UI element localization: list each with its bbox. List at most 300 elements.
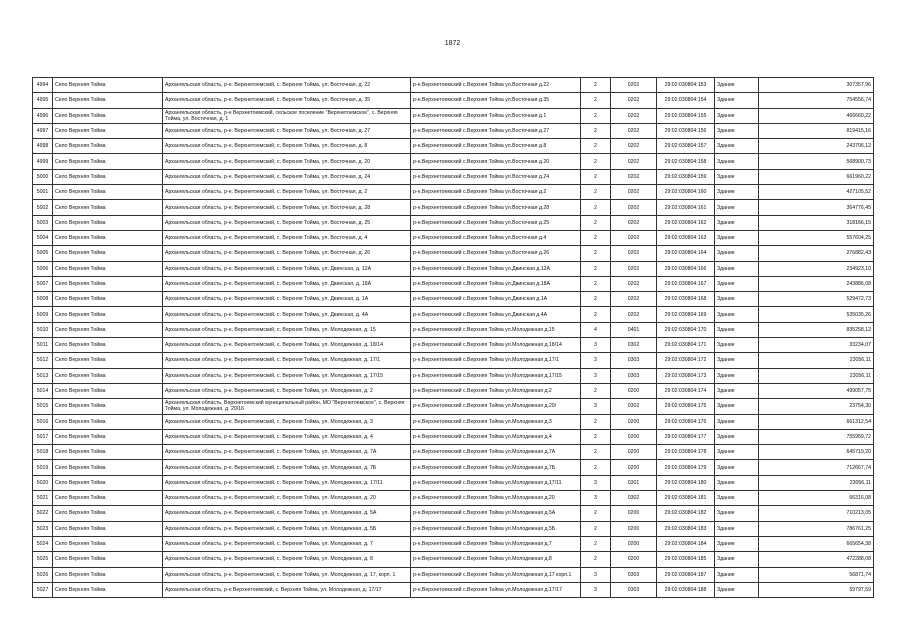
code-cell: 0200: [611, 521, 657, 536]
short-address-cell: р-н.Верхнетоемский с.Верхняя Тойма ул.Молодежная д.17/15: [411, 368, 581, 383]
group-cell: 3: [581, 399, 611, 414]
object-type-cell: Здание: [715, 78, 759, 93]
cadastral-number-cell: 29:02:030804:171: [657, 338, 715, 353]
address-cell: Архангельская область, р-н. Верхнетоемский, с. Верхняя Тойма, ул. Молодежная, д. 8: [163, 552, 411, 567]
table-row: [33, 338, 874, 353]
short-address-cell: р-н.Верхнетоемский с.Верхняя Тойма ул.Молодежная д.7Б: [411, 460, 581, 475]
settlement-cell: Село Верхняя Тойма: [53, 93, 163, 108]
row-number: 5013: [33, 368, 53, 383]
address-cell: Архангельская область, р-н. Верхнетоемский, с. Верхняя Тойма, ул. Восточная, д. 26: [163, 246, 411, 261]
short-address-cell: р-н.Верхнетоемский с.Верхняя Тойма ул.Молодежная д.17/11: [411, 475, 581, 490]
cadastral-number-cell: 29:02:030804:174: [657, 383, 715, 398]
object-type-cell: Здание: [715, 338, 759, 353]
table-row: [33, 552, 874, 567]
code-cell: 0202: [611, 230, 657, 245]
object-type-cell: Здание: [715, 246, 759, 261]
address-cell: Архангельская область, р-н. Верхнетоемский, с. Верхняя Тойма, ул. Двинская, д. 12А: [163, 261, 411, 276]
short-address-cell: р-н.Верхнетоемский с.Верхняя Тойма ул.Восточная д.27: [411, 123, 581, 138]
address-cell: Архангельская область, р-н. Верхнетоемский, с. Верхняя Тойма, ул. Молодежная, д. 3: [163, 414, 411, 429]
short-address-cell: р-н.Верхнетоемский с.Верхняя Тойма ул.Восточная д.2: [411, 185, 581, 200]
code-cell: 0200: [611, 445, 657, 460]
group-cell: 2: [581, 78, 611, 93]
row-number: 5003: [33, 215, 53, 230]
address-cell: Архангельская область, р-н. Верхнетоемский, с. Верхняя Тойма, ул. Молодежная, д. 17/15: [163, 368, 411, 383]
code-cell: 0202: [611, 292, 657, 307]
address-cell: Архангельская область, р-н. Верхнетоемский, с. Верхняя Тойма, ул. Молодежная, д. 17, корп. 1: [163, 567, 411, 582]
group-cell: 2: [581, 460, 611, 475]
cadastral-number-cell: 29:02:030804:154: [657, 93, 715, 108]
table-row: [33, 307, 874, 322]
cadastral-value-cell: 755959,72: [759, 429, 874, 444]
object-type-cell: Здание: [715, 108, 759, 123]
object-type-cell: Здание: [715, 552, 759, 567]
address-cell: Архангельская область, р-н. Верхнетоемский, с. Верхняя Тойма, ул. Восточная, д. 27: [163, 123, 411, 138]
code-cell: 0303: [611, 368, 657, 383]
cadastral-value-cell: 754556,74: [759, 93, 874, 108]
cadastral-number-cell: 29:02:030804:184: [657, 536, 715, 551]
cadastral-number-cell: 29:02:030804:161: [657, 200, 715, 215]
code-cell: 0302: [611, 399, 657, 414]
code-cell: 0202: [611, 93, 657, 108]
settlement-cell: Село Верхняя Тойма: [53, 445, 163, 460]
short-address-cell: р-н.Верхнетоемский с.Верхняя Тойма ул.Восточная д.22: [411, 78, 581, 93]
table-row: [33, 536, 874, 551]
object-type-cell: Здание: [715, 353, 759, 368]
settlement-cell: Село Верхняя Тойма: [53, 429, 163, 444]
object-type-cell: Здание: [715, 429, 759, 444]
settlement-cell: Село Верхняя Тойма: [53, 368, 163, 383]
settlement-cell: Село Верхняя Тойма: [53, 292, 163, 307]
address-cell: Архангельская область, р-н Верхнетоемский, сельское поселение "Верхнетоемское", с. Верхняя Тойма, ул. Восточная, д. 1: [163, 108, 411, 123]
address-cell: Архангельская область, р-н. Верхнетоемский, с. Верхняя Тойма, ул. Молодежная, д. 7А: [163, 445, 411, 460]
cadastral-number-cell: 29:02:030804:163: [657, 230, 715, 245]
object-type-cell: Здание: [715, 582, 759, 597]
table-row: [33, 383, 874, 398]
address-cell: Архангельская область, р-н. Верхнетоемский, с. Верхняя Тойма, ул. Восточная, д. 22: [163, 78, 411, 93]
address-cell: Архангельская область, р-н. Верхнетоемский, с. Верхняя Тойма, ул. Восточная, д. 35: [163, 93, 411, 108]
group-cell: 2: [581, 414, 611, 429]
cadastral-value-cell: 276882,43: [759, 246, 874, 261]
group-cell: 2: [581, 215, 611, 230]
row-number: 5021: [33, 491, 53, 506]
short-address-cell: р-н.Верхнетоемский с.Верхняя Тойма ул.Молодежная д.2: [411, 383, 581, 398]
settlement-cell: Село Верхняя Тойма: [53, 230, 163, 245]
group-cell: 4: [581, 322, 611, 337]
table-row: [33, 154, 874, 169]
cadastral-value-cell: 529472,73: [759, 292, 874, 307]
cadastral-value-cell: 661960,22: [759, 169, 874, 184]
cadastral-value-cell: 364776,45: [759, 200, 874, 215]
object-type-cell: Здание: [715, 93, 759, 108]
table-row: [33, 491, 874, 506]
code-cell: 0202: [611, 169, 657, 184]
short-address-cell: р-н.Верхнетоемский с.Верхняя Тойма ул.Восточная д.1: [411, 108, 581, 123]
cadastral-number-cell: 29:02:030804:158: [657, 154, 715, 169]
group-cell: 2: [581, 383, 611, 398]
object-type-cell: Здание: [715, 276, 759, 291]
short-address-cell: р-н.Верхнетоемский с.Верхняя Тойма ул.Восточная д.20: [411, 154, 581, 169]
address-cell: Архангельская область, р-н. Верхнетоемский, с. Верхняя Тойма, ул. Молодежная, д. 20: [163, 491, 411, 506]
row-number: 5015: [33, 399, 53, 414]
cadastral-value-cell: 318166,15: [759, 215, 874, 230]
row-number: 5002: [33, 200, 53, 215]
cadastral-number-cell: 29:02:030804:156: [657, 123, 715, 138]
code-cell: 0302: [611, 338, 657, 353]
row-number: 5022: [33, 506, 53, 521]
code-cell: 0200: [611, 383, 657, 398]
short-address-cell: р-н.Верхнетоемский с.Верхняя Тойма ул.Молодежная д.20/: [411, 399, 581, 414]
short-address-cell: р-н.Верхнетоемский с.Верхняя Тойма ул.Молодежная д.20: [411, 491, 581, 506]
row-number: 5008: [33, 292, 53, 307]
short-address-cell: р-н.Верхнетоемский с.Верхняя Тойма ул.Молодежная д.4: [411, 429, 581, 444]
cadastral-value-cell: 557604,25: [759, 230, 874, 245]
table-row: [33, 246, 874, 261]
cadastral-value-cell: 710213,05: [759, 506, 874, 521]
address-cell: Архангельская область, р-н. Верхнетоемский, с. Верхняя Тойма, ул. Молодежная, д. 4: [163, 429, 411, 444]
address-cell: Архангельская область, р-н. Верхнетоемский, с. Верхняя Тойма, ул. Двинская, д. 18А: [163, 276, 411, 291]
cadastral-number-cell: 29:02:030804:173: [657, 368, 715, 383]
code-cell: 0202: [611, 154, 657, 169]
cadastral-number-cell: 29:02:030804:187: [657, 567, 715, 582]
cadastral-number-cell: 29:02:030804:175: [657, 399, 715, 414]
row-number: 5025: [33, 552, 53, 567]
cadastral-value-cell: 23056,11: [759, 353, 874, 368]
settlement-cell: Село Верхняя Тойма: [53, 536, 163, 551]
settlement-cell: Село Верхняя Тойма: [53, 154, 163, 169]
row-number: 5027: [33, 582, 53, 597]
cadastral-value-cell: 234923,10: [759, 261, 874, 276]
cadastral-number-cell: 29:02:030804:153: [657, 78, 715, 93]
table-row: [33, 108, 874, 123]
code-cell: 0302: [611, 491, 657, 506]
row-number: 5026: [33, 567, 53, 582]
row-number: 5004: [33, 230, 53, 245]
short-address-cell: р-н.Верхнетоемский с.Верхняя Тойма ул.Восточная д.24: [411, 169, 581, 184]
settlement-cell: Село Верхняя Тойма: [53, 521, 163, 536]
table-row: [33, 429, 874, 444]
object-type-cell: Здание: [715, 368, 759, 383]
address-cell: Архангельская область, р-н. Верхнетоемский, с. Верхняя Тойма, ул. Молодежная, д. 18/14: [163, 338, 411, 353]
table-row: [33, 475, 874, 490]
code-cell: 0202: [611, 215, 657, 230]
settlement-cell: Село Верхняя Тойма: [53, 139, 163, 154]
cadastral-value-cell: 499057,75: [759, 383, 874, 398]
cadastral-number-cell: 29:02:030804:166: [657, 261, 715, 276]
settlement-cell: Село Верхняя Тойма: [53, 338, 163, 353]
settlement-cell: Село Верхняя Тойма: [53, 169, 163, 184]
cadastral-value-cell: 535035,26: [759, 307, 874, 322]
group-cell: 2: [581, 307, 611, 322]
code-cell: 0202: [611, 139, 657, 154]
code-cell: 0200: [611, 460, 657, 475]
address-cell: Архангельская область, р-н. Верхнетоемский, с. Верхняя Тойма, ул. Восточная, д. 28: [163, 200, 411, 215]
object-type-cell: Здание: [715, 460, 759, 475]
code-cell: 0202: [611, 276, 657, 291]
code-cell: 0202: [611, 246, 657, 261]
group-cell: 2: [581, 139, 611, 154]
row-number: 5019: [33, 460, 53, 475]
short-address-cell: р-н.Верхнетоемский с.Верхняя Тойма ул.Двинская д.4А: [411, 307, 581, 322]
object-type-cell: Здание: [715, 475, 759, 490]
cadastral-value-cell: 568900,73: [759, 154, 874, 169]
group-cell: 2: [581, 445, 611, 460]
code-cell: 0200: [611, 429, 657, 444]
settlement-cell: Село Верхняя Тойма: [53, 123, 163, 138]
table-row: [33, 506, 874, 521]
row-number: 5009: [33, 307, 53, 322]
settlement-cell: Село Верхняя Тойма: [53, 246, 163, 261]
object-type-cell: Здание: [715, 322, 759, 337]
cadastral-value-cell: 661312,54: [759, 414, 874, 429]
object-type-cell: Здание: [715, 567, 759, 582]
code-cell: 0401: [611, 322, 657, 337]
code-cell: 0303: [611, 582, 657, 597]
settlement-cell: Село Верхняя Тойма: [53, 460, 163, 475]
object-type-cell: Здание: [715, 383, 759, 398]
table-row: [33, 521, 874, 536]
code-cell: 0202: [611, 185, 657, 200]
cadastral-value-cell: 466660,22: [759, 108, 874, 123]
cadastral-number-cell: 29:02:030804:157: [657, 139, 715, 154]
code-cell: 0202: [611, 200, 657, 215]
row-number: 5005: [33, 246, 53, 261]
group-cell: 3: [581, 368, 611, 383]
settlement-cell: Село Верхняя Тойма: [53, 322, 163, 337]
group-cell: 2: [581, 521, 611, 536]
short-address-cell: р-н.Верхнетоемский с.Верхняя Тойма ул.Восточная д.28: [411, 200, 581, 215]
code-cell: 0303: [611, 353, 657, 368]
row-number: 5014: [33, 383, 53, 398]
address-cell: Архангельская область, р-н. Верхнетоемский, с. Верхняя Тойма, ул. Молодежная, д. 17/1: [163, 353, 411, 368]
row-number: 4997: [33, 123, 53, 138]
group-cell: 2: [581, 200, 611, 215]
object-type-cell: Здание: [715, 215, 759, 230]
short-address-cell: р-н.Верхнетоемский с.Верхняя Тойма ул.Молодежная д.17/17: [411, 582, 581, 597]
table-row: [33, 139, 874, 154]
row-number: 5024: [33, 536, 53, 551]
cadastral-number-cell: 29:02:030804:155: [657, 108, 715, 123]
code-cell: 0200: [611, 414, 657, 429]
cadastral-number-cell: 29:02:030804:164: [657, 246, 715, 261]
code-cell: 0202: [611, 123, 657, 138]
object-type-cell: Здание: [715, 521, 759, 536]
short-address-cell: р-н.Верхнетоемский с.Верхняя Тойма ул.Молодежная д.15: [411, 322, 581, 337]
cadastral-number-cell: 29:02:030804:180: [657, 475, 715, 490]
short-address-cell: р-н.Верхнетоемский с.Верхняя Тойма ул.Молодежная д.7: [411, 536, 581, 551]
table-row: [33, 567, 874, 582]
table-row: [33, 123, 874, 138]
object-type-cell: Здание: [715, 491, 759, 506]
settlement-cell: Село Верхняя Тойма: [53, 383, 163, 398]
group-cell: 2: [581, 108, 611, 123]
object-type-cell: Здание: [715, 536, 759, 551]
cadastral-number-cell: 29:02:030804:178: [657, 445, 715, 460]
settlement-cell: Село Верхняя Тойма: [53, 582, 163, 597]
settlement-cell: Село Верхняя Тойма: [53, 475, 163, 490]
settlement-cell: Село Верхняя Тойма: [53, 276, 163, 291]
cadastral-number-cell: 29:02:030804:185: [657, 552, 715, 567]
code-cell: 0202: [611, 78, 657, 93]
short-address-cell: р-н.Верхнетоемский с.Верхняя Тойма ул.Восточная д.4: [411, 230, 581, 245]
row-number: 4996: [33, 108, 53, 123]
settlement-cell: Село Верхняя Тойма: [53, 552, 163, 567]
cadastral-value-cell: 427105,52: [759, 185, 874, 200]
short-address-cell: р-н.Верхнетоемский с.Верхняя Тойма ул.Молодежная д.5Б: [411, 521, 581, 536]
group-cell: 2: [581, 506, 611, 521]
settlement-cell: Село Верхняя Тойма: [53, 491, 163, 506]
settlement-cell: Село Верхняя Тойма: [53, 200, 163, 215]
group-cell: 2: [581, 185, 611, 200]
object-type-cell: Здание: [715, 414, 759, 429]
address-cell: Архангельская область, р-н. Верхнетоемский, с. Верхняя Тойма, ул. Восточная, д. 2: [163, 185, 411, 200]
table-row: [33, 445, 874, 460]
cadastral-number-cell: 29:02:030804:159: [657, 169, 715, 184]
table-row: [33, 230, 874, 245]
row-number: 5000: [33, 169, 53, 184]
cadastral-value-cell: 23056,11: [759, 475, 874, 490]
row-number: 5006: [33, 261, 53, 276]
settlement-cell: Село Верхняя Тойма: [53, 261, 163, 276]
short-address-cell: р-н.Верхнетоемский с.Верхняя Тойма ул.Двинская д.12А: [411, 261, 581, 276]
address-cell: Архангельская область, р-н. Верхнетоемский, с. Верхняя Тойма, ул. Молодежная, д. 17/11: [163, 475, 411, 490]
page-number: 1872: [444, 40, 461, 47]
code-cell: 0202: [611, 108, 657, 123]
address-cell: Архангельская область, р-н. Верхнетоемский, с. Верхняя Тойма, ул. Восточная, д. 25: [163, 215, 411, 230]
settlement-cell: Село Верхняя Тойма: [53, 215, 163, 230]
object-type-cell: Здание: [715, 123, 759, 138]
address-cell: Архангельская область, р-н. Верхнетоемский, с. Верхняя Тойма, ул. Двинская, д. 4А: [163, 307, 411, 322]
cadastral-value-cell: 819415,16: [759, 123, 874, 138]
address-cell: Архангельская область, р-н. Верхнетоемский, с. Верхняя Тойма, ул. Молодежная, д. 5Б: [163, 521, 411, 536]
table-row: [33, 582, 874, 597]
short-address-cell: р-н.Верхнетоемский с.Верхняя Тойма ул.Восточная д.35: [411, 93, 581, 108]
settlement-cell: Село Верхняя Тойма: [53, 185, 163, 200]
table-row: [33, 215, 874, 230]
object-type-cell: Здание: [715, 307, 759, 322]
table-row: [33, 261, 874, 276]
row-number: 5023: [33, 521, 53, 536]
table-row: [33, 353, 874, 368]
row-number: 4999: [33, 154, 53, 169]
group-cell: 3: [581, 338, 611, 353]
code-cell: 0202: [611, 261, 657, 276]
row-number: 4998: [33, 139, 53, 154]
cadastral-value-cell: 786761,25: [759, 521, 874, 536]
address-cell: Архангельская область, р-н. Верхнетоемский, с. Верхняя Тойма, ул. Молодежная, д. 7Б: [163, 460, 411, 475]
cadastral-value-cell: 56871,74: [759, 567, 874, 582]
group-cell: 2: [581, 169, 611, 184]
address-cell: Архангельская область, р-н. Верхнетоемский, с. Верхняя Тойма, ул. Восточная, д. 8: [163, 139, 411, 154]
table-row: [33, 276, 874, 291]
row-number: 5012: [33, 353, 53, 368]
address-cell: Архангельская область, р-н. Верхнетоемский, с. Верхняя Тойма, ул. Молодежная, д. 7: [163, 536, 411, 551]
table-row: [33, 185, 874, 200]
table-row: [33, 169, 874, 184]
table-row: [33, 414, 874, 429]
group-cell: 2: [581, 93, 611, 108]
object-type-cell: Здание: [715, 399, 759, 414]
cadastral-value-cell: 23056,11: [759, 368, 874, 383]
object-type-cell: Здание: [715, 261, 759, 276]
address-cell: Архангельская область, Верхнетоемский муниципальный район, МО "Верхнетоемское", с. Верхняя Тойма, ул. Молодежная, д. 20/16: [163, 399, 411, 414]
cadastral-number-cell: 29:02:030804:168: [657, 292, 715, 307]
short-address-cell: р-н.Верхнетоемский с.Верхняя Тойма ул.Двинская д.18А: [411, 276, 581, 291]
cadastral-number-cell: 29:02:030804:177: [657, 429, 715, 444]
group-cell: 2: [581, 536, 611, 551]
code-cell: 0301: [611, 475, 657, 490]
object-type-cell: Здание: [715, 200, 759, 215]
cadastral-value-cell: 33234,07: [759, 338, 874, 353]
settlement-cell: Село Верхняя Тойма: [53, 78, 163, 93]
cadastral-number-cell: 29:02:030804:183: [657, 521, 715, 536]
row-number: 5007: [33, 276, 53, 291]
cadastral-number-cell: 29:02:030804:172: [657, 353, 715, 368]
cadastral-number-cell: 29:02:030804:176: [657, 414, 715, 429]
cadastral-number-cell: 29:02:030804:167: [657, 276, 715, 291]
group-cell: 2: [581, 429, 611, 444]
short-address-cell: р-н.Верхнетоемский с.Верхняя Тойма ул.Восточная д.25: [411, 215, 581, 230]
cadastral-value-cell: 243886,08: [759, 276, 874, 291]
cadastral-value-cell: 243706,12: [759, 139, 874, 154]
group-cell: 3: [581, 567, 611, 582]
short-address-cell: р-н.Верхнетоемский с.Верхняя Тойма ул.Молодежная д.17/1: [411, 353, 581, 368]
group-cell: 2: [581, 154, 611, 169]
cadastral-value-cell: 66316,08: [759, 491, 874, 506]
settlement-cell: Село Верхняя Тойма: [53, 506, 163, 521]
group-cell: 2: [581, 552, 611, 567]
group-cell: 2: [581, 230, 611, 245]
row-number: 5010: [33, 322, 53, 337]
row-number: 5001: [33, 185, 53, 200]
cadastral-number-cell: 29:02:030804:170: [657, 322, 715, 337]
settlement-cell: Село Верхняя Тойма: [53, 414, 163, 429]
code-cell: 0200: [611, 506, 657, 521]
table-row: [33, 322, 874, 337]
group-cell: 2: [581, 261, 611, 276]
short-address-cell: р-н.Верхнетоемский с.Верхняя Тойма ул.Молодежная д.5А: [411, 506, 581, 521]
short-address-cell: р-н.Верхнетоемский с.Верхняя Тойма ул.Восточная д.8: [411, 139, 581, 154]
object-type-cell: Здание: [715, 154, 759, 169]
cadastral-number-cell: 29:02:030804:162: [657, 215, 715, 230]
row-number: 5011: [33, 338, 53, 353]
address-cell: Архангельская область, р-н. Верхнетоемский, с. Верхняя Тойма, ул. Молодежная, д. 15: [163, 322, 411, 337]
code-cell: 0200: [611, 552, 657, 567]
cadastral-value-cell: 712667,74: [759, 460, 874, 475]
short-address-cell: р-н.Верхнетоемский с.Верхняя Тойма ул.Молодежная д.7А: [411, 445, 581, 460]
address-cell: Архангельская область, р-н. Верхнетоемский, с. Верхняя Тойма, ул. Молодежная, д. 2: [163, 383, 411, 398]
object-type-cell: Здание: [715, 169, 759, 184]
settlement-cell: Село Верхняя Тойма: [53, 399, 163, 414]
group-cell: 2: [581, 292, 611, 307]
row-number: 4995: [33, 93, 53, 108]
object-type-cell: Здание: [715, 185, 759, 200]
settlement-cell: Село Верхняя Тойма: [53, 567, 163, 582]
short-address-cell: р-н.Верхнетоемский с.Верхняя Тойма ул.Молодежная д.18/14: [411, 338, 581, 353]
cadastral-value-cell: 472288,08: [759, 552, 874, 567]
address-cell: Архангельская область, р-н. Верхнетоемский, с. Верхняя Тойма, ул. Молодежная, д. 5А: [163, 506, 411, 521]
settlement-cell: Село Верхняя Тойма: [53, 307, 163, 322]
cadastral-number-cell: 29:02:030804:169: [657, 307, 715, 322]
group-cell: 2: [581, 276, 611, 291]
object-type-cell: Здание: [715, 139, 759, 154]
registry-table: [32, 77, 874, 598]
row-number: 5016: [33, 414, 53, 429]
group-cell: 3: [581, 582, 611, 597]
cadastral-number-cell: 29:02:030804:160: [657, 185, 715, 200]
short-address-cell: р-н.Верхнетоемский с.Верхняя Тойма ул.Молодежная д.17 корп.1: [411, 567, 581, 582]
table-row: [33, 78, 874, 93]
cadastral-number-cell: 29:02:030804:179: [657, 460, 715, 475]
